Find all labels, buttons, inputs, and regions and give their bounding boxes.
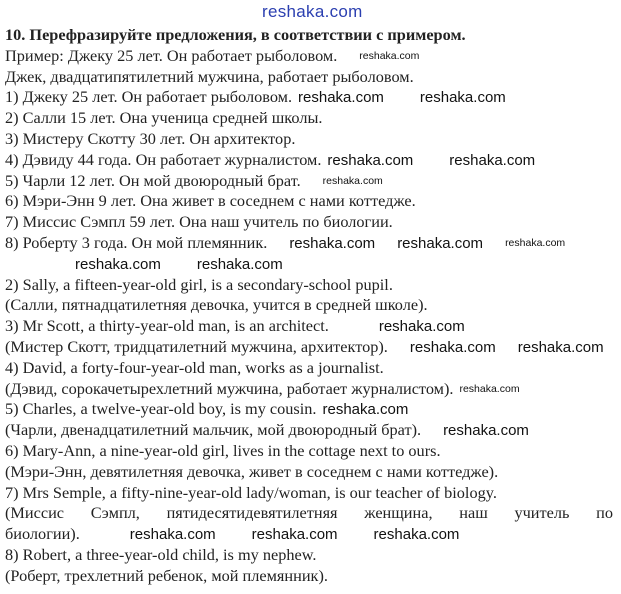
example-row: [5, 46, 613, 67]
answer-ru-row: [5, 420, 613, 441]
answer-en-row: [5, 545, 613, 566]
answer-en-row: [5, 441, 613, 462]
sentence: 7) Миссис Сэмпл 59 лет. Она наш учитель по биологии.: [5, 212, 393, 232]
answer-ru-continued: биологии).: [5, 524, 80, 544]
watermark: reshaka.com: [397, 234, 484, 252]
answer-ru: (Мистер Скотт, тридцатилетний мужчина, архитектор).: [5, 336, 388, 356]
watermark: reshaka.com: [298, 89, 384, 107]
sentence-row: [5, 87, 613, 108]
example-answer: Джек, двадцатипятилетний мужчина, работает рыболовом.: [5, 66, 414, 86]
watermark: reshaka.com: [289, 234, 376, 252]
answer-en-row: [5, 483, 613, 504]
watermark: reshaka.com: [322, 401, 409, 419]
sentence-row: [5, 233, 613, 254]
watermark: reshaka.com: [262, 2, 363, 21]
answer-ru: (Чарли, двенадцатилетний мальчик, мой двоюродный брат).: [5, 420, 422, 440]
watermark: reshaka.com: [196, 255, 283, 273]
watermark: reshaka.com: [517, 338, 604, 356]
answer-en: 5) Charles, a twelve-year-old boy, is my cousin.: [5, 399, 317, 419]
answer-ru-row: [5, 503, 613, 524]
watermark: reshaka.com: [322, 174, 383, 187]
answer-en: 3) Mr Scott, a thirty-year-old man, is an architect.: [5, 316, 329, 336]
answer-en-row: [5, 275, 613, 296]
watermark: reshaka.com: [378, 318, 465, 336]
answer-ru-continued-row: [5, 524, 613, 545]
answer-en: 7) Mrs Semple, a fifty-nine-year-old lady/woman, is our teacher of biology.: [5, 482, 497, 502]
watermark: reshaka.com: [129, 526, 216, 544]
sentence-row: [5, 108, 613, 129]
answer-en-row: [5, 399, 613, 420]
exercise-title: 10. Перефразируйте предложения, в соответствии с примером.: [5, 25, 466, 44]
answer-ru-row: [5, 337, 613, 358]
sentence: 5) Чарли 12 лет. Он мой двоюродный брат.: [5, 170, 301, 190]
answer-ru-row: [5, 379, 613, 400]
exercise-document: [5, 25, 613, 587]
example-line: Пример: Джеку 25 лет. Он работает рыболовом.: [5, 45, 338, 65]
answer-en: 8) Robert, a three-year-old child, is my nephew.: [5, 544, 317, 564]
watermark: reshaka.com: [359, 49, 420, 62]
answer-ru-row: [5, 566, 613, 587]
example-answer-row: [5, 67, 613, 88]
answer-ru: (Миссис Сэмпл, пятидесятидевятилетняя женщина, наш учитель по: [5, 503, 613, 523]
sentence: 2) Салли 15 лет. Она ученица средней школы.: [5, 108, 323, 128]
sentence: 3) Мистеру Скотту 30 лет. Он архитектор.: [5, 128, 296, 148]
answer-ru-row: [5, 295, 613, 316]
answer-en: 6) Mary-Ann, a nine-year-old girl, lives in the cottage next to ours.: [5, 440, 441, 460]
sentence-row: [5, 171, 613, 192]
answer-en: 4) David, a forty-four-year-old man, works as a journalist.: [5, 357, 384, 377]
watermark: reshaka.com: [251, 526, 338, 544]
answer-en-row: [5, 358, 613, 379]
sentence-row: [5, 212, 613, 233]
watermark: reshaka.com: [373, 526, 460, 544]
answer-ru: (Салли, пятнадцатилетняя девочка, учится в средней школе).: [5, 295, 428, 315]
blank-line: [5, 254, 613, 275]
answer-ru: (Дэвид, сорокачетырехлетний мужчина, работает журналистом).: [5, 378, 454, 398]
answer-ru: (Мэри-Энн, девятилетняя девочка, живет в соседнем с нами коттедже).: [5, 461, 499, 481]
watermark: reshaka.com: [449, 151, 536, 169]
watermark: reshaka.com: [443, 422, 529, 440]
sentence-row: [5, 150, 613, 171]
sentence: 1) Джеку 25 лет. Он работает рыболовом.: [5, 87, 293, 107]
sentence: 8) Роберту 3 года. Он мой племянник.: [5, 232, 268, 252]
watermark: reshaka.com: [419, 89, 506, 107]
sentence-row: [5, 129, 613, 150]
watermark: reshaka.com: [327, 151, 414, 169]
watermark: reshaka.com: [409, 338, 496, 356]
exercise-title-row: [5, 25, 613, 46]
answer-ru: (Роберт, трехлетний ребенок, мой племянник).: [5, 565, 328, 585]
sentence: 6) Мэри-Энн 9 лет. Она живет в соседнем с нами коттедже.: [5, 191, 416, 211]
answer-ru-row: [5, 462, 613, 483]
answer-en-row: [5, 316, 613, 337]
sentence: 4) Дэвиду 44 года. Он работает журналистом.: [5, 149, 322, 169]
watermark: reshaka.com: [75, 255, 161, 273]
answer-en: 2) Sally, a fifteen-year-old girl, is a secondary-school pupil.: [5, 274, 393, 294]
sentence-row: [5, 191, 613, 212]
watermark: reshaka.com: [459, 382, 520, 395]
watermark: reshaka.com: [505, 237, 566, 250]
